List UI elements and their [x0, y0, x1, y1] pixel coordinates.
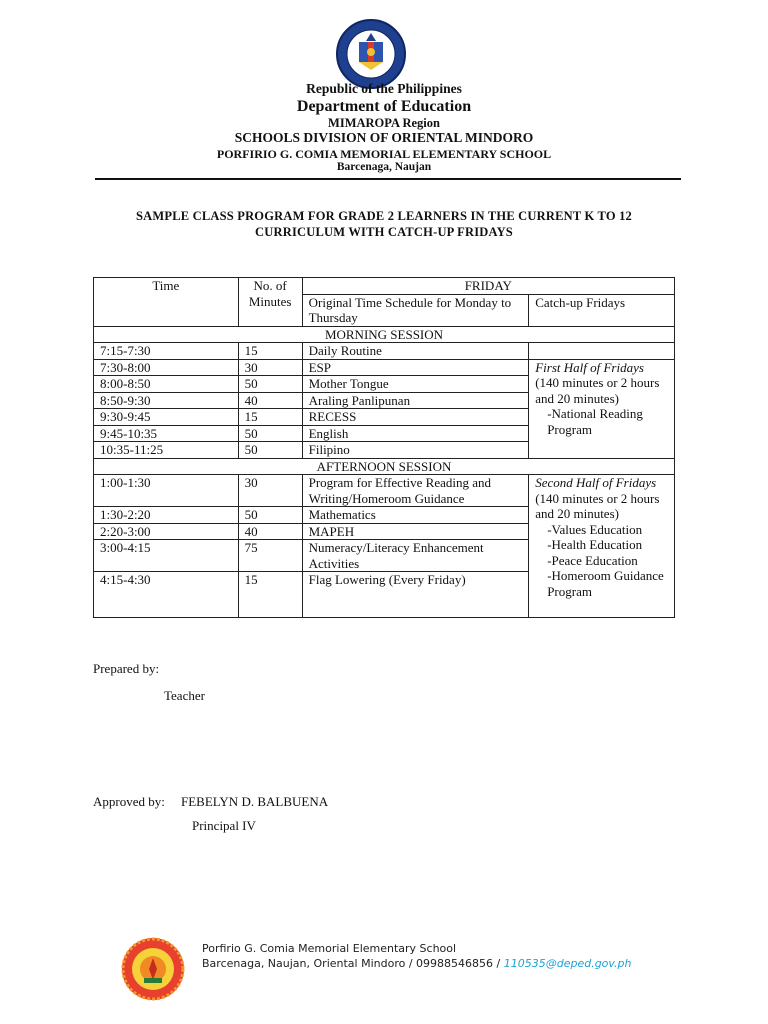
afternoon-catchup-item: -Peace Education [547, 552, 638, 568]
footer-school-name: Porfirio G. Comia Memorial Elementary School [202, 942, 457, 955]
minutes-cell: 50 [238, 425, 302, 442]
col-header-minutes-line1: No. of [253, 278, 287, 293]
col-header-minutes-line2: Minutes [248, 293, 292, 309]
subject-cell: Program for Effective Reading and Writing/Homeroom Guidance [302, 475, 529, 507]
time-cell: 7:15-7:30 [94, 343, 239, 360]
minutes-cell: 50 [238, 376, 302, 393]
time-cell: 1:30-2:20 [94, 507, 239, 524]
time-cell: 10:35-11:25 [94, 442, 239, 459]
subject-cell: RECESS [302, 409, 529, 426]
time-cell: 2:20-3:00 [94, 523, 239, 540]
time-cell: 8:00-8:50 [94, 376, 239, 393]
afternoon-catchup-item: -Homeroom Guidance Program [547, 568, 664, 599]
subject-cell: Flag Lowering (Every Friday) [302, 572, 529, 618]
minutes-cell: 50 [238, 507, 302, 524]
subject-cell: MAPEH [302, 523, 529, 540]
header-country: Republic of the Philippines [306, 81, 462, 96]
col-header-original-schedule: Original Time Schedule for Monday to Thursday [302, 294, 529, 326]
subject-cell: Araling Panlipunan [302, 392, 529, 409]
subject-cell: Numeracy/Literacy Enhancement Activities [302, 540, 529, 572]
morning-catchup-detail: (140 minutes or 2 hours and 20 minutes) [535, 375, 660, 406]
minutes-cell: 15 [238, 343, 302, 360]
time-cell: 4:15-4:30 [94, 572, 239, 618]
table-row [94, 475, 675, 507]
col-header-time: Time [94, 278, 239, 327]
time-cell: 9:30-9:45 [94, 409, 239, 426]
school-logo [120, 936, 186, 1002]
footer-contact-line [202, 957, 631, 970]
time-cell: 8:50-9:30 [94, 392, 239, 409]
subject-cell: Mathematics [302, 507, 529, 524]
afternoon-catchup-item: -Values Education [547, 521, 643, 537]
header-divider [95, 178, 681, 180]
approved-by-role: Principal IV [192, 818, 256, 833]
table-header-row [94, 278, 675, 295]
table-row [94, 359, 675, 376]
approved-by-name: FEBELYN D. BALBUENA [181, 794, 329, 809]
morning-catchup-heading: First Half of Fridays [535, 359, 644, 375]
afternoon-catchup-heading: Second Half of Fridays [535, 475, 657, 490]
class-program-table [93, 277, 675, 618]
minutes-cell: 40 [238, 392, 302, 409]
minutes-cell: 40 [238, 523, 302, 540]
subject-cell: Mother Tongue [302, 376, 529, 393]
afternoon-session-row [94, 458, 675, 475]
time-cell: 3:00-4:15 [94, 540, 239, 572]
footer-email-link[interactable]: 110535@deped.gov.ph [503, 957, 632, 970]
document-title-line2: CURRICULUM WITH CATCH-UP FRIDAYS [255, 225, 513, 239]
minutes-cell: 75 [238, 540, 302, 572]
prepared-by-label: Prepared by: [93, 661, 160, 676]
time-cell: 7:30-8:00 [94, 359, 239, 376]
header-address: Barcenaga, Naujan [336, 161, 432, 173]
morning-catchup-item: -National Reading Program [547, 406, 643, 437]
morning-session-label: MORNING SESSION [94, 326, 675, 343]
subject-cell: Filipino [302, 442, 529, 459]
subject-cell: Daily Routine [302, 343, 529, 360]
afternoon-session-label: AFTERNOON SESSION [94, 458, 675, 475]
afternoon-catchup-item: -Health Education [547, 537, 643, 552]
minutes-cell: 15 [238, 572, 302, 618]
prepared-by-role: Teacher [164, 688, 205, 703]
morning-catchup-cell [529, 359, 675, 458]
minutes-cell: 15 [238, 409, 302, 426]
subject-cell: ESP [302, 359, 529, 376]
minutes-cell: 30 [238, 475, 302, 507]
document-title-line1: SAMPLE CLASS PROGRAM FOR GRADE 2 LEARNERS IN THE CURRENT K TO 12 [136, 209, 632, 223]
col-header-minutes [238, 278, 302, 327]
afternoon-catchup-detail: (140 minutes or 2 hours and 20 minutes) [535, 490, 660, 521]
footer-address: Barcenaga, Naujan, Oriental Mindoro / 09988546856 / [202, 957, 504, 970]
header-division: SCHOOLS DIVISION OF ORIENTAL MINDORO [234, 130, 534, 145]
time-cell: 1:00-1:30 [94, 475, 239, 507]
subject-cell: English [302, 425, 529, 442]
approved-by-label: Approved by: [93, 794, 165, 809]
col-header-friday: FRIDAY [302, 278, 674, 295]
deped-seal-logo [335, 18, 407, 90]
header-school: PORFIRIO G. COMIA MEMORIAL ELEMENTARY SCHOOL [216, 147, 552, 161]
table-row [94, 343, 675, 360]
morning-session-row [94, 326, 675, 343]
afternoon-catchup-cell [529, 475, 675, 618]
minutes-cell: 50 [238, 442, 302, 459]
minutes-cell: 30 [238, 359, 302, 376]
header-region: MIMAROPA Region [328, 116, 440, 130]
col-header-catchup: Catch-up Fridays [529, 294, 675, 326]
catchup-empty-cell [529, 343, 675, 360]
time-cell: 9:45-10:35 [94, 425, 239, 442]
header-department: Department of Education [296, 98, 472, 115]
